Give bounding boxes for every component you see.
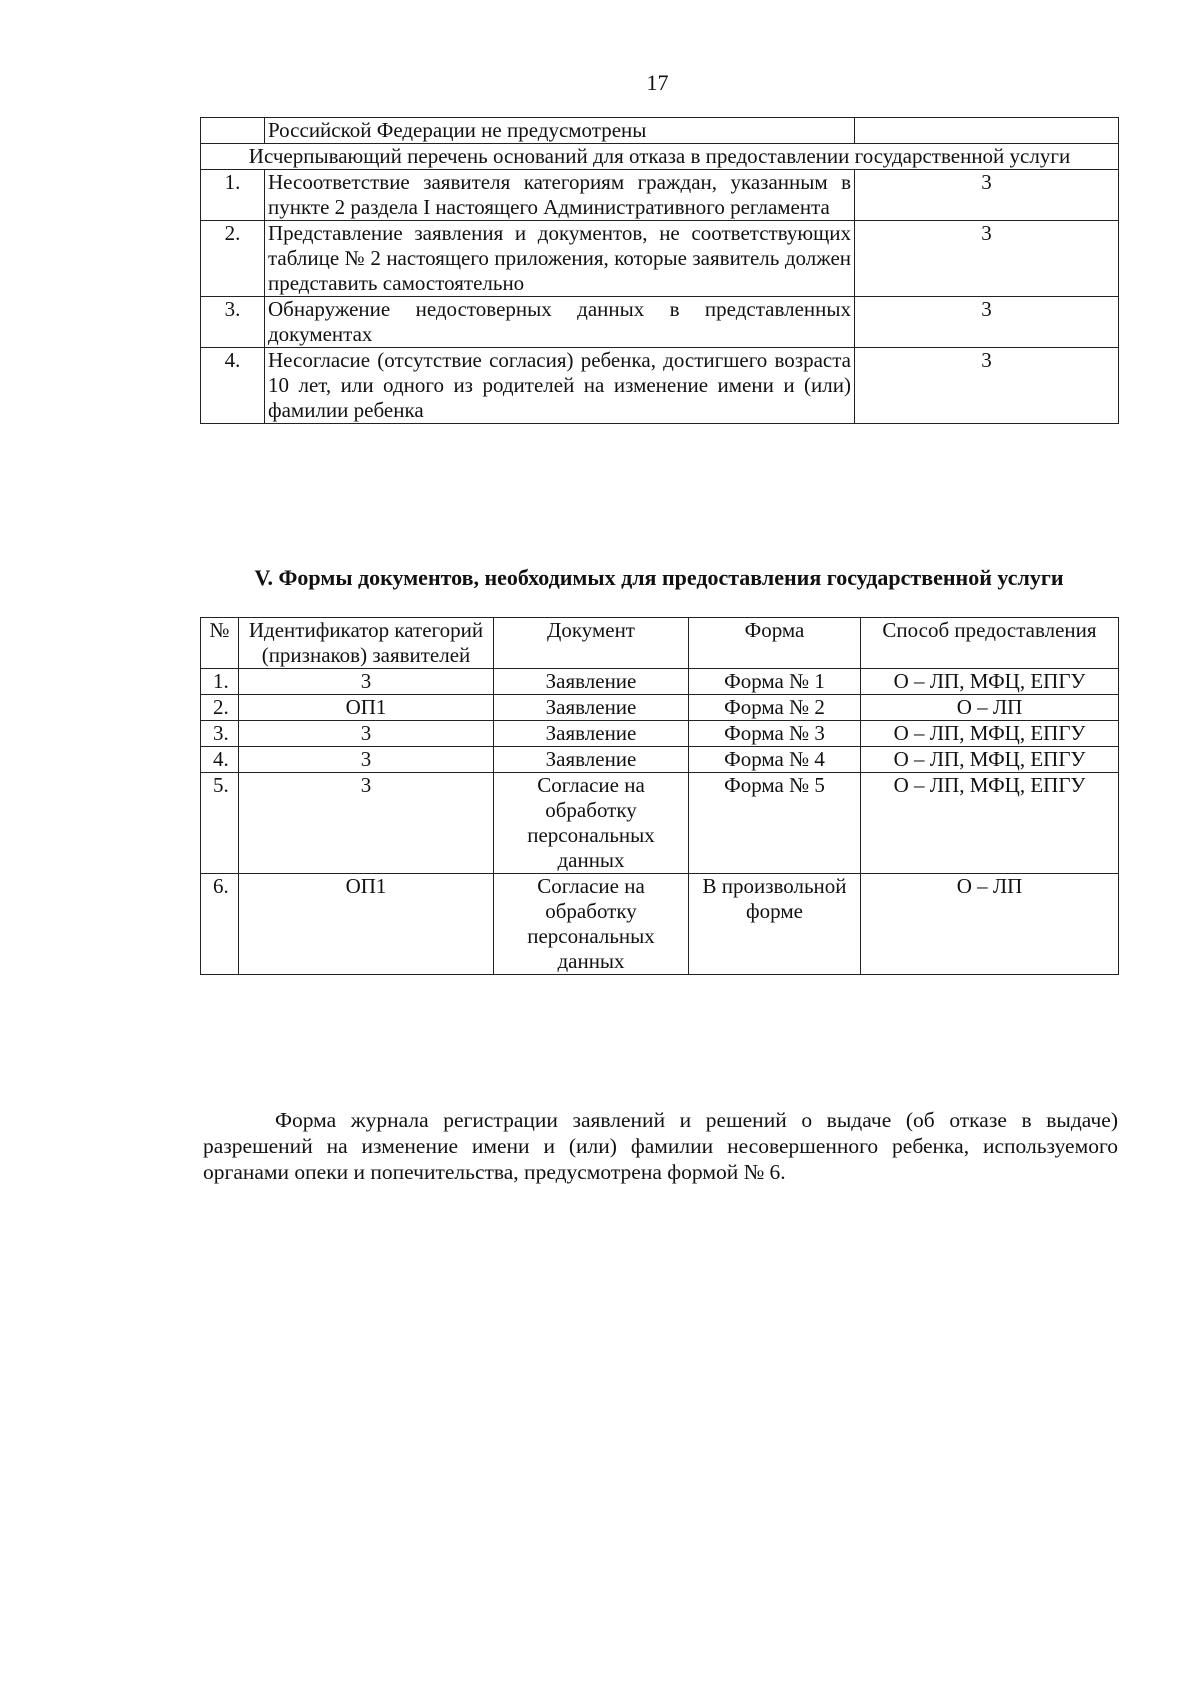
row-value	[855, 118, 1119, 144]
section-heading: V. Формы документов, необходимых для предоставления государственной услуги	[254, 565, 1064, 590]
table-section-header: Исчерпывающий перечень оснований для отказа в предоставлении государственной услуги	[201, 144, 1119, 170]
row-value: 3	[855, 221, 1119, 297]
row-text: Российской Федерации не предусмотрены	[265, 118, 855, 144]
header-form: Форма	[689, 618, 861, 669]
page-number: 17	[646, 70, 669, 95]
cell-form: В произвольной форме	[689, 874, 861, 975]
table-row	[201, 874, 1119, 975]
table-row	[201, 695, 1119, 721]
cell-method: О – ЛП	[861, 874, 1119, 975]
cell-num: 1.	[201, 669, 239, 695]
cell-document: Согласие на обработку персональных данных	[494, 874, 689, 975]
row-text: Несоответствие заявителя категориям граждан, указанным в пункте 2 раздела I настоящего Административного регламента	[265, 170, 855, 221]
cell-form: Форма № 5	[689, 773, 861, 874]
cell-identifier: 3	[239, 721, 494, 747]
table-section-header-row	[201, 144, 1119, 170]
cell-document: Заявление	[494, 721, 689, 747]
table-row	[201, 747, 1119, 773]
cell-document: Заявление	[494, 747, 689, 773]
cell-document: Заявление	[494, 669, 689, 695]
header-identifier: Идентификатор категорий (признаков) заявителей	[239, 618, 494, 669]
row-value: 3	[855, 348, 1119, 424]
table-row	[201, 348, 1119, 424]
row-value: 3	[855, 297, 1119, 348]
cell-num: 5.	[201, 773, 239, 874]
table-row	[201, 773, 1119, 874]
cell-identifier: 3	[239, 773, 494, 874]
footer-paragraph: Форма журнала регистрации заявлений и решений о выдаче (об отказе в выдаче) разрешений на изменение имени и (или) фамилии несовершенного ребенка, используемого органами опеки и попечительства, предусмотрена формой № 6.	[203, 1107, 1118, 1184]
cell-form: Форма № 1	[689, 669, 861, 695]
document-forms-table	[200, 617, 1119, 975]
cell-num: 6.	[201, 874, 239, 975]
table-row	[201, 118, 1119, 144]
cell-method: О – ЛП	[861, 695, 1119, 721]
cell-num: 3.	[201, 721, 239, 747]
header-num: №	[201, 618, 239, 669]
cell-form: Форма № 3	[689, 721, 861, 747]
row-value: 3	[855, 170, 1119, 221]
row-number: 1.	[201, 170, 265, 221]
row-text: Несогласие (отсутствие согласия) ребенка, достигшего возраста 10 лет, или одного из родителей на изменение имени и (или) фамилии ребенка	[265, 348, 855, 424]
table-row	[201, 721, 1119, 747]
cell-method: О – ЛП, МФЦ, ЕПГУ	[861, 747, 1119, 773]
header-method: Способ предоставления	[861, 618, 1119, 669]
cell-method: О – ЛП, МФЦ, ЕПГУ	[861, 669, 1119, 695]
header-document: Документ	[494, 618, 689, 669]
table-row	[201, 297, 1119, 348]
cell-num: 2.	[201, 695, 239, 721]
cell-form: Форма № 2	[689, 695, 861, 721]
row-text: Обнаружение недостоверных данных в представленных документах	[265, 297, 855, 348]
cell-num: 4.	[201, 747, 239, 773]
row-number	[201, 118, 265, 144]
row-number: 3.	[201, 297, 265, 348]
cell-identifier: 3	[239, 669, 494, 695]
table-row	[201, 669, 1119, 695]
table-row	[201, 170, 1119, 221]
cell-identifier: 3	[239, 747, 494, 773]
cell-method: О – ЛП, МФЦ, ЕПГУ	[861, 721, 1119, 747]
refusal-grounds-table	[200, 117, 1119, 424]
cell-document: Согласие на обработку персональных данных	[494, 773, 689, 874]
table-row	[201, 221, 1119, 297]
row-number: 4.	[201, 348, 265, 424]
cell-identifier: ОП1	[239, 695, 494, 721]
cell-document: Заявление	[494, 695, 689, 721]
row-number: 2.	[201, 221, 265, 297]
cell-form: Форма № 4	[689, 747, 861, 773]
table-header-row	[201, 618, 1119, 669]
cell-identifier: ОП1	[239, 874, 494, 975]
cell-method: О – ЛП, МФЦ, ЕПГУ	[861, 773, 1119, 874]
row-text: Представление заявления и документов, не соответствующих таблице № 2 настоящего приложения, которые заявитель должен представить самостоятельно	[265, 221, 855, 297]
